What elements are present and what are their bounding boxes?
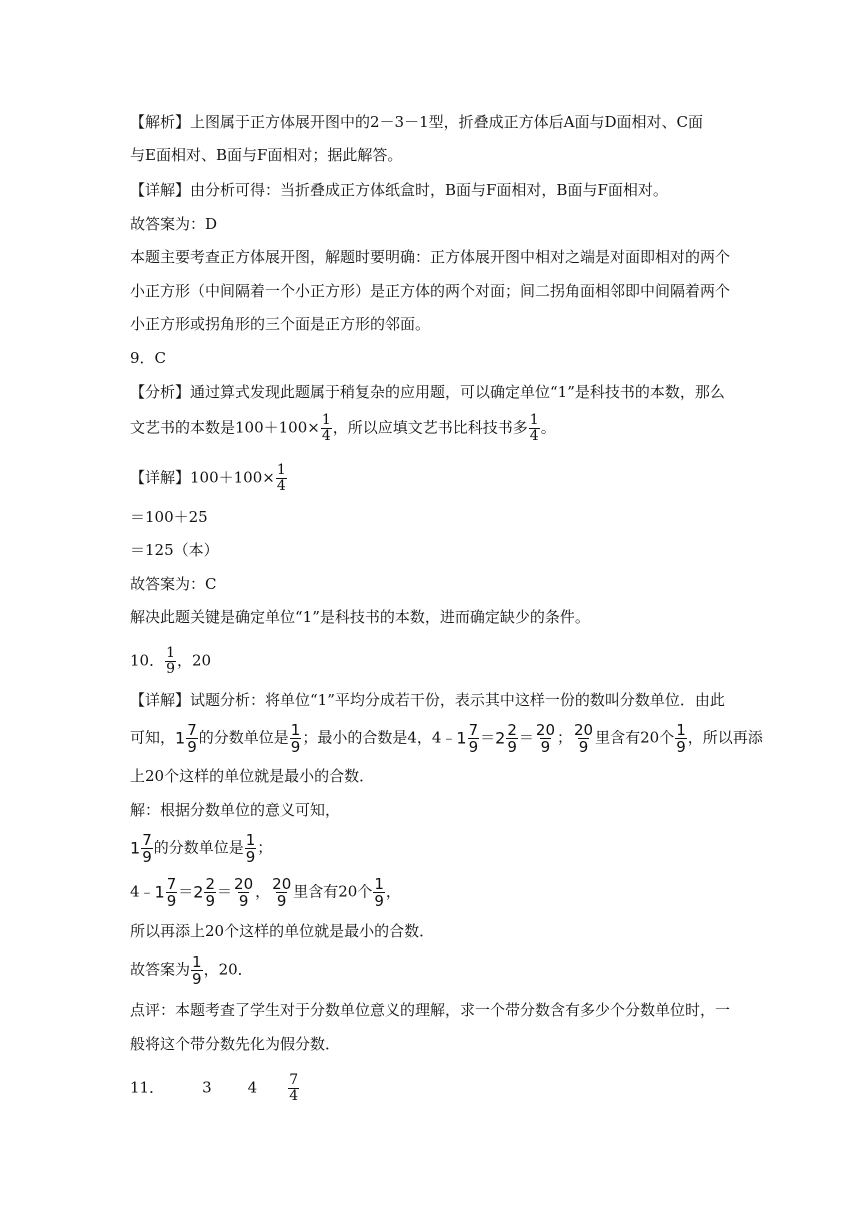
s9-detail (130, 463, 288, 494)
s9-analysis-line2 (130, 413, 556, 444)
fraction-numerator: 2 (507, 721, 517, 739)
fraction-numerator: 1 (321, 412, 331, 428)
text-run: ； (557, 728, 573, 747)
s11-line (130, 1073, 300, 1104)
fraction-denominator: 9 (192, 970, 202, 988)
text-run: 的分数单位是 (198, 728, 289, 747)
fraction-denominator: 9 (507, 738, 517, 756)
fraction-denominator: 9 (187, 738, 197, 756)
text-run: 。 (540, 418, 556, 437)
fraction-denominator: 9 (245, 848, 256, 866)
fraction-denominator: 4 (529, 428, 539, 444)
fraction-denominator: 4 (289, 1088, 299, 1104)
text-run: 可知， (130, 728, 176, 747)
text-run: ＝ (178, 882, 194, 901)
s9-analysis-text-a: 文艺书的本数是100＋100× (130, 418, 320, 437)
s10-detail-line2 (130, 722, 763, 755)
s11-value-1: 3 (202, 1078, 212, 1097)
text-run: 里含有20个 (595, 728, 675, 747)
fraction (290, 722, 302, 755)
fraction-denominator: 9 (276, 892, 287, 910)
mixed-number-whole: 1 (175, 728, 186, 748)
s10-number (130, 646, 211, 677)
s9-analysis-line1: 【分析】通过算式发现此题属于稍复杂的应用题，可以确定单位“1”是科技书的本数，那么 (130, 383, 725, 401)
fraction (191, 954, 203, 987)
fraction-numerator: 1 (166, 645, 176, 661)
text-run: ＝ (217, 882, 233, 901)
fraction (186, 722, 198, 755)
text-run: 【详解】100＋100× (130, 468, 275, 487)
text-run: ， (255, 882, 271, 901)
s10-review-line2: 般将这个带分数先化为假分数． (130, 1035, 341, 1053)
fraction-numerator: 20 (234, 875, 254, 893)
fraction-numerator: 20 (535, 721, 555, 739)
fraction-denominator: 9 (578, 738, 589, 756)
text-run: ，所以再添 (687, 728, 763, 747)
fraction-denominator: 9 (676, 738, 686, 756)
fraction-numerator: 7 (166, 875, 177, 893)
fraction-numerator: 1 (276, 462, 286, 478)
s9-answer: 故答案为：C (130, 575, 217, 593)
mixed-number-whole: 1 (456, 728, 467, 748)
fraction-numerator: 7 (468, 721, 479, 739)
s9-number: 9．C (130, 349, 167, 367)
fraction-numerator: 1 (676, 721, 686, 739)
fraction (373, 876, 385, 909)
fraction (506, 722, 518, 755)
fraction-denominator: 9 (166, 892, 177, 910)
fraction (675, 722, 687, 755)
mixed-number-whole: 2 (495, 728, 506, 748)
fraction (141, 832, 153, 865)
s11-value-2: 4 (247, 1078, 258, 1097)
fraction-numerator: 7 (142, 831, 152, 849)
fraction-numerator: 1 (290, 721, 301, 739)
s10-answer (130, 954, 253, 987)
text-run: 11． (130, 1078, 165, 1097)
fraction (245, 832, 257, 865)
fraction-one-ninth (165, 646, 176, 677)
fraction-numerator: 1 (529, 412, 539, 428)
s9-step2: ＝125（本） (130, 541, 219, 559)
s9-step1: ＝100＋25 (130, 508, 208, 526)
mixed-number-whole: 2 (193, 882, 204, 902)
fraction (166, 876, 178, 909)
text-run: ＝ (518, 728, 534, 747)
fraction-numerator: 1 (192, 953, 202, 971)
fraction (468, 722, 480, 755)
s10-detail-line1: 【详解】试题分析：将单位“1”平均分成若干份，表示其中这样一份的数叫分数单位．由此 (130, 691, 725, 709)
text-run: 故答案为 (130, 960, 191, 979)
text-run: ，20． (203, 960, 253, 979)
fraction-numerator: 1 (245, 831, 256, 849)
fraction-numerator: 7 (187, 721, 197, 739)
text-run: ；最小的合数是4，4﹣ (302, 728, 457, 747)
text-run: ； (257, 838, 273, 857)
fraction-denominator: 9 (374, 892, 384, 910)
fraction-numerator: 20 (574, 721, 594, 739)
fraction (535, 722, 556, 755)
s10-solution-line1 (130, 832, 272, 865)
text-run: ＝ (480, 728, 496, 747)
text-run: 10． (130, 651, 165, 670)
text-run: ，20 (177, 651, 212, 670)
s10-review-line1: 点评：本题考查了学生对于分数单位意义的理解，求一个带分数含有多少个分数单位时，一 (130, 1001, 731, 1019)
fraction (204, 876, 216, 909)
s10-detail-line3: 上20个这样的单位就是最小的合数． (130, 767, 375, 785)
fraction-numerator: 20 (272, 875, 292, 893)
s9-comment: 解决此题关键是确定单位“1”是科技书的本数，进而确定缺少的条件。 (130, 608, 590, 626)
fraction-denominator: 9 (142, 848, 152, 866)
s8-comment-line1: 本题主要考查正方体展开图，解题时要明确：正方体展开图中相对之端是对面即相对的两个 (130, 248, 731, 266)
fraction-denominator: 9 (468, 738, 479, 756)
fraction-denominator: 9 (205, 892, 216, 910)
s10-solution-line3: 所以再添上20个这样的单位就是最小的合数． (130, 922, 435, 940)
fraction (233, 876, 254, 909)
mixed-number-whole: 1 (154, 882, 165, 902)
fraction-seven-quarters (288, 1073, 299, 1104)
s8-comment-line2: 小正方形（中间隔着一个小正方形）是正方体的两个对面；间二拐角面相邻即中间隔着两个 (130, 282, 731, 300)
fraction-one-quarter (276, 463, 287, 494)
s10-solution-head: 解：根据分数单位的意义可知， (130, 801, 341, 819)
fraction-denominator: 9 (166, 661, 176, 677)
fraction-denominator: 9 (238, 892, 249, 910)
s8-analysis-line1: 【解析】上图属于正方体展开图中的2－3－1型，折叠成正方体后A面与D面相对、C面 (130, 113, 703, 131)
fraction-denominator: 4 (276, 478, 286, 494)
fraction (573, 722, 594, 755)
text-run: 里含有20个 (293, 882, 373, 901)
text-run: 的分数单位是 (153, 838, 244, 857)
fraction-numerator: 1 (374, 875, 384, 893)
text-run: ， (385, 882, 401, 901)
s9-analysis-text-b: ，所以应填文艺书比科技书多 (332, 418, 528, 437)
fraction-one-quarter (529, 413, 540, 444)
s10-solution-line2 (130, 876, 401, 909)
fraction-denominator: 9 (290, 738, 301, 756)
fraction-numerator: 7 (289, 1072, 299, 1088)
s8-comment-line3: 小正方形或拐角形的三个面是正方形的邻面。 (130, 315, 431, 333)
fraction (271, 876, 292, 909)
s8-analysis-line2: 与E面相对、B面与F面相对；据此解答。 (130, 146, 403, 164)
mixed-number-whole: 1 (130, 838, 141, 858)
fraction-denominator: 9 (540, 738, 551, 756)
s8-detail: 【详解】由分析可得：当折叠成正方体纸盒时，B面与F面相对，B面与F面相对。 (130, 181, 668, 199)
text-run: 4﹣ (130, 882, 155, 901)
fraction-numerator: 2 (205, 875, 216, 893)
s8-answer: 故答案为：D (130, 215, 218, 233)
fraction-one-quarter (321, 413, 332, 444)
fraction-denominator: 4 (321, 428, 331, 444)
